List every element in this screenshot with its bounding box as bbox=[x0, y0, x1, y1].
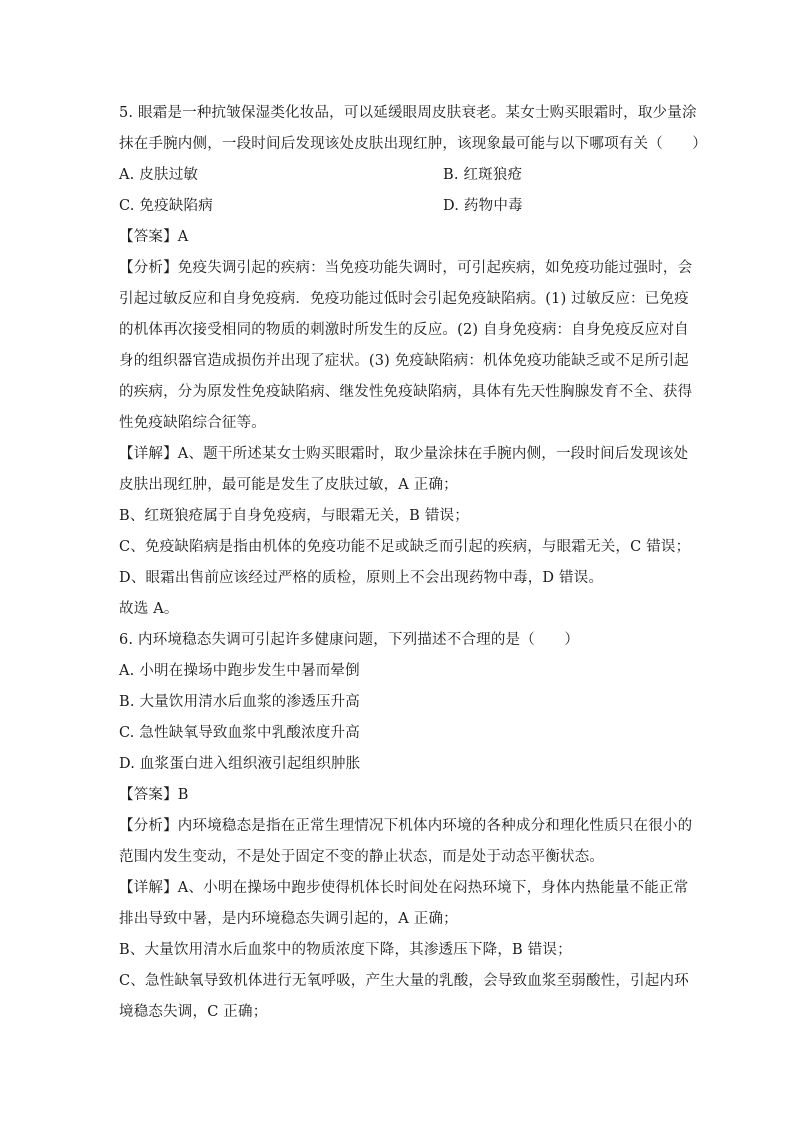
q5-stem-line-2: 抹在手腕内侧，一段时间后发现该处皮肤出现红肿，该现象最可能与以下哪项有关（ ） bbox=[119, 136, 707, 152]
q5-detail-line: B、红斑狼疮属于自身免疫病，与眼霜无关，B 错误； bbox=[119, 508, 469, 524]
q6-option-c: C. 急性缺氧导致血浆中乳酸浓度升高 bbox=[119, 725, 360, 741]
q5-detail-line: C、免疫缺陷病是指由机体的免疫功能不足或缺乏而引起的疾病，与眼霜无关，C 错误； bbox=[119, 539, 691, 555]
q6-detail-line: 【详解】A、小明在操场中跑步使得机体长时间处在闷热环境下，身体内热能量不能正常 bbox=[119, 880, 689, 896]
q5-analysis-line: 【分析】免疫失调引起的疾病：当免疫功能失调时，可引起疾病，如免疫功能过强时，会 bbox=[119, 260, 693, 276]
q5-detail-line: 皮肤出现红肿，最可能是发生了皮肤过敏，A 正确； bbox=[119, 477, 458, 493]
q5-option-c: C. 免疫缺陷病 bbox=[119, 198, 213, 214]
q5-option-d: D. 药物中毒 bbox=[443, 198, 523, 214]
q5-option-b: B. 红斑狼疮 bbox=[443, 167, 523, 183]
q5-detail-line: 【详解】A、题干所述某女士购买眼霜时，取少量涂抹在手腕内侧，一段时间后发现该处 bbox=[119, 446, 689, 462]
q5-answer: 【答案】A bbox=[119, 229, 189, 245]
q5-analysis-line: 的机体再次接受相同的物质的刺激时所发生的反应。(2) 自身免疫病：自身免疫反应对自 bbox=[119, 322, 689, 338]
q5-analysis-line: 身的组织器官造成损伤并出现了症状。(3) 免疫缺陷病：机体免疫功能缺乏或不足所引起 bbox=[119, 353, 689, 369]
q5-analysis-line: 引起过敏反应和自身免疫病．免疫功能过低时会引起免疫缺陷病。(1) 过敏反应：已免疫 bbox=[119, 291, 689, 307]
q6-detail-line: 排出导致中暑，是内环境稳态失调引起的，A 正确； bbox=[119, 911, 458, 927]
q6-detail-line: C、急性缺氧导致机体进行无氧呼吸，产生大量的乳酸，会导致血浆至弱酸性，引起内环 bbox=[119, 973, 689, 989]
q6-answer: 【答案】B bbox=[119, 787, 189, 803]
q5-conclusion: 故选 A。 bbox=[119, 601, 179, 617]
q5-stem-line-1: 5. 眼霜是一种抗皱保湿类化妆品，可以延缓眼周皮肤衰老。某女士购买眼霜时，取少量涂 bbox=[119, 105, 697, 121]
q6-detail-line: B、大量饮用清水后血浆中的物质浓度下降，其渗透压下降，B 错误； bbox=[119, 942, 572, 958]
q6-option-b: B. 大量饮用清水后血浆的渗透压升高 bbox=[119, 694, 360, 710]
q6-analysis-line: 【分析】内环境稳态是指在正常生理情况下机体内环境的各种成分和理化性质只在很小的 bbox=[119, 818, 693, 834]
q5-detail-line: D、眼霜出售前应该经过严格的质检，原则上不会出现药物中毒，D 错误。 bbox=[119, 570, 604, 586]
q6-stem: 6. 内环境稳态失调可引起许多健康问题，下列描述不合理的是（ ） bbox=[119, 632, 580, 648]
q6-option-a: A. 小明在操场中跑步发生中暑而晕倒 bbox=[119, 663, 360, 679]
q6-detail-line: 境稳态失调，C 正确； bbox=[119, 1004, 268, 1020]
q5-option-a: A. 皮肤过敏 bbox=[119, 167, 199, 183]
q6-option-d: D. 血浆蛋白进入组织液引起组织肿胀 bbox=[119, 756, 361, 772]
q6-analysis-line: 范围内发生变动，不是处于固定不变的静止状态，而是处于动态平衡状态。 bbox=[119, 849, 605, 865]
q5-analysis-line: 性免疫缺陷综合征等。 bbox=[119, 415, 266, 431]
q5-analysis-line: 的疾病，分为原发性免疫缺陷病、继发性免疫缺陷病，具体有先天性胸腺发育不全、获得 bbox=[119, 384, 693, 400]
